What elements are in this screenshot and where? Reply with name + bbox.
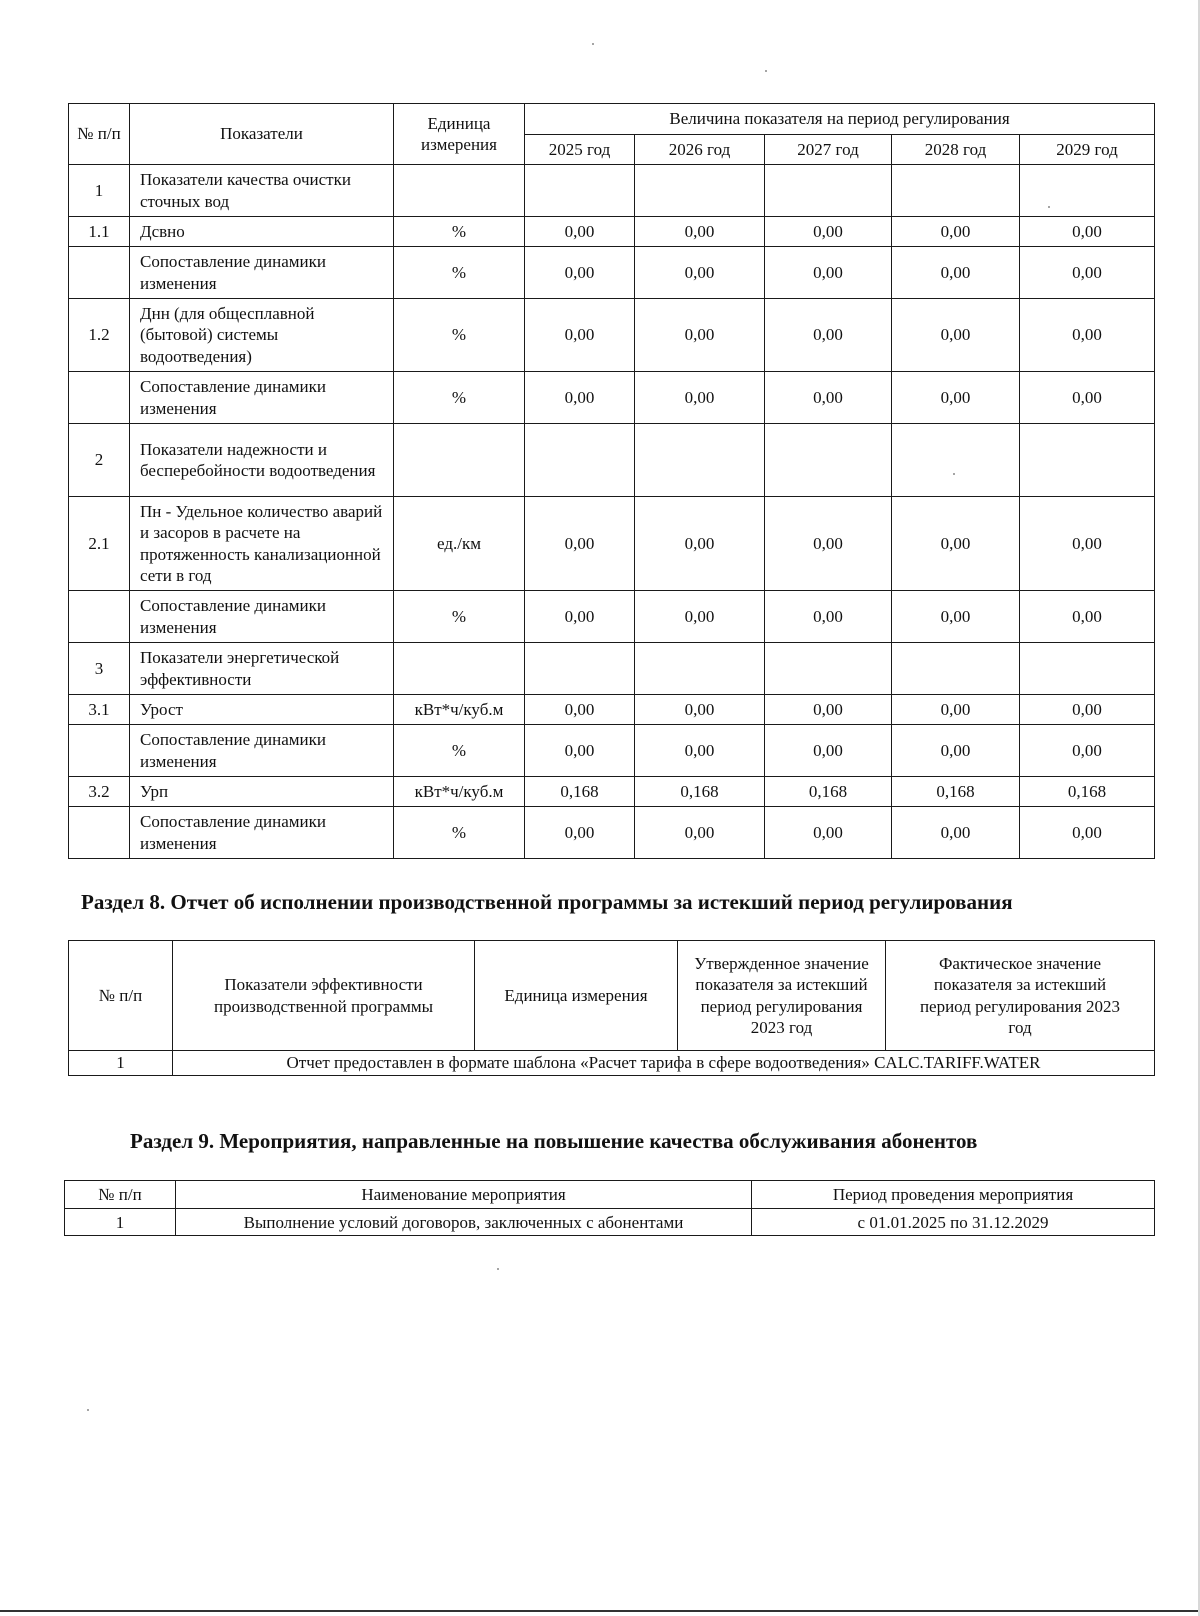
row-num: 1.2 — [69, 299, 130, 372]
row-value: 0,00 — [765, 725, 892, 777]
row-unit — [394, 165, 525, 217]
row-value: 0,00 — [635, 695, 765, 725]
table-row — [69, 497, 1155, 591]
row-indicator-name: Показатели энергетической эффективности — [130, 643, 394, 695]
s9-row-name: Выполнение условий договоров, заключенных с абонентами — [176, 1209, 752, 1236]
scan-speck — [592, 43, 594, 45]
s8-header-approved: Утвержденное значение показателя за истекший период регулирования 2023 год — [678, 941, 886, 1051]
row-indicator-name: Пн - Удельное количество аварий и засоров в расчете на протяженность канализационной сети в год — [130, 497, 394, 591]
row-indicator-name: Показатели надежности и бесперебойности водоотведения — [130, 424, 394, 497]
row-value: 0,00 — [1020, 247, 1155, 299]
row-value — [525, 643, 635, 695]
scan-speck — [1048, 206, 1050, 208]
row-value: 0,168 — [1020, 777, 1155, 807]
row-value — [892, 165, 1020, 217]
row-value: 0,00 — [765, 217, 892, 247]
s8-row-text: Отчет предоставлен в формате шаблона «Расчет тарифа в сфере водоотведения» CALC.TARIFF.WATER — [173, 1051, 1155, 1076]
row-value: 0,00 — [635, 247, 765, 299]
table-row — [69, 591, 1155, 643]
s9-header-name: Наименование мероприятия — [176, 1181, 752, 1209]
row-unit: % — [394, 217, 525, 247]
row-value: 0,00 — [1020, 497, 1155, 591]
row-num: 3.2 — [69, 777, 130, 807]
row-num — [69, 725, 130, 777]
row-value: 0,00 — [1020, 695, 1155, 725]
row-value: 0,168 — [525, 777, 635, 807]
header-year: 2025 год — [525, 135, 635, 165]
table-row — [65, 1209, 1155, 1236]
row-value: 0,00 — [1020, 591, 1155, 643]
row-value: 0,00 — [525, 695, 635, 725]
row-indicator-name: Урп — [130, 777, 394, 807]
row-value: 0,00 — [892, 247, 1020, 299]
row-value — [635, 643, 765, 695]
row-value — [892, 424, 1020, 497]
table-row — [69, 1051, 1155, 1076]
row-value: 0,00 — [892, 299, 1020, 372]
row-num — [69, 591, 130, 643]
row-value — [525, 424, 635, 497]
service-measures-table — [64, 1180, 1155, 1236]
row-unit: кВт*ч/куб.м — [394, 777, 525, 807]
row-value: 0,00 — [892, 591, 1020, 643]
row-num: 3.1 — [69, 695, 130, 725]
row-num — [69, 372, 130, 424]
row-num: 2 — [69, 424, 130, 497]
row-value: 0,00 — [892, 807, 1020, 859]
row-value: 0,00 — [892, 695, 1020, 725]
row-value: 0,00 — [525, 247, 635, 299]
row-num: 1.1 — [69, 217, 130, 247]
row-indicator-name: Сопоставление динамики изменения — [130, 372, 394, 424]
row-value: 0,00 — [635, 497, 765, 591]
row-value — [1020, 424, 1155, 497]
header-year: 2029 год — [1020, 135, 1155, 165]
table-row — [69, 807, 1155, 859]
row-value — [765, 643, 892, 695]
row-value — [1020, 165, 1155, 217]
header-num: № п/п — [69, 104, 130, 165]
row-value — [1020, 643, 1155, 695]
row-indicator-name: Сопоставление динамики изменения — [130, 807, 394, 859]
row-value: 0,00 — [892, 497, 1020, 591]
row-value: 0,00 — [765, 247, 892, 299]
row-unit — [394, 424, 525, 497]
program-report-table — [68, 940, 1155, 1076]
row-value — [635, 165, 765, 217]
row-unit: % — [394, 725, 525, 777]
row-num — [69, 247, 130, 299]
row-value — [765, 165, 892, 217]
row-value: 0,00 — [525, 807, 635, 859]
row-value: 0,00 — [765, 497, 892, 591]
s8-header-indicators: Показатели эффективности производственной программы — [173, 941, 475, 1051]
row-value: 0,00 — [525, 217, 635, 247]
scan-bottom-line — [0, 1610, 1200, 1612]
header-indicators: Показатели — [130, 104, 394, 165]
header-period-caption: Величина показателя на период регулирования — [525, 104, 1155, 135]
scan-speck — [765, 70, 767, 72]
row-value: 0,00 — [525, 725, 635, 777]
row-num: 1 — [69, 165, 130, 217]
scan-speck — [497, 1268, 499, 1270]
row-unit: % — [394, 299, 525, 372]
row-indicator-name: Показатели качества очистки сточных вод — [130, 165, 394, 217]
row-value: 0,168 — [635, 777, 765, 807]
row-value: 0,00 — [1020, 299, 1155, 372]
table-row — [69, 777, 1155, 807]
row-value: 0,00 — [892, 217, 1020, 247]
row-num: 3 — [69, 643, 130, 695]
header-unit: Единица измерения — [394, 104, 525, 165]
table-row — [69, 424, 1155, 497]
s8-header-actual: Фактическое значение показателя за истекший период регулирования 2023 год — [886, 941, 1155, 1051]
row-unit: ед./км — [394, 497, 525, 591]
row-value — [765, 424, 892, 497]
row-value: 0,00 — [635, 372, 765, 424]
table-row — [69, 247, 1155, 299]
row-value: 0,00 — [1020, 217, 1155, 247]
row-value: 0,00 — [892, 372, 1020, 424]
header-year: 2028 год — [892, 135, 1020, 165]
row-value: 0,00 — [635, 725, 765, 777]
row-num — [69, 807, 130, 859]
row-value: 0,00 — [1020, 725, 1155, 777]
row-value: 0,00 — [1020, 372, 1155, 424]
row-unit — [394, 643, 525, 695]
row-value: 0,00 — [635, 807, 765, 859]
row-num: 2.1 — [69, 497, 130, 591]
row-indicator-name: Днн (для общесплавной (бытовой) системы водоотведения) — [130, 299, 394, 372]
table-row — [69, 372, 1155, 424]
row-value: 0,00 — [525, 372, 635, 424]
s8-header-unit: Единица измерения — [475, 941, 678, 1051]
row-value: 0,00 — [765, 591, 892, 643]
s9-header-num: № п/п — [65, 1181, 176, 1209]
row-indicator-name: Сопоставление динамики изменения — [130, 725, 394, 777]
header-year: 2027 год — [765, 135, 892, 165]
s9-row-num: 1 — [65, 1209, 176, 1236]
section-8-title: Раздел 8. Отчет об исполнении производственной программы за истекший период регулирования — [81, 890, 1013, 914]
row-value: 0,168 — [765, 777, 892, 807]
row-value: 0,00 — [525, 299, 635, 372]
s8-header-num: № п/п — [69, 941, 173, 1051]
row-value: 0,00 — [765, 695, 892, 725]
scan-speck — [87, 1409, 89, 1411]
row-unit: кВт*ч/куб.м — [394, 695, 525, 725]
row-unit: % — [394, 591, 525, 643]
row-indicator-name: Сопоставление динамики изменения — [130, 591, 394, 643]
row-value — [635, 424, 765, 497]
section-9-title: Раздел 9. Мероприятия, направленные на повышение качества обслуживания абонентов — [130, 1129, 978, 1153]
scan-speck — [953, 473, 955, 475]
s9-header-period: Период проведения мероприятия — [752, 1181, 1155, 1209]
row-value: 0,00 — [525, 591, 635, 643]
row-value: 0,00 — [765, 807, 892, 859]
row-unit: % — [394, 247, 525, 299]
row-indicator-name: Дсвно — [130, 217, 394, 247]
row-value — [525, 165, 635, 217]
row-value — [892, 643, 1020, 695]
table-row — [69, 725, 1155, 777]
row-indicator-name: Сопоставление динамики изменения — [130, 247, 394, 299]
s9-row-period: с 01.01.2025 по 31.12.2029 — [752, 1209, 1155, 1236]
row-value: 0,00 — [892, 725, 1020, 777]
table-row — [69, 695, 1155, 725]
row-value: 0,00 — [635, 299, 765, 372]
table-row — [69, 643, 1155, 695]
row-indicator-name: Урост — [130, 695, 394, 725]
row-value: 0,00 — [635, 217, 765, 247]
row-unit: % — [394, 372, 525, 424]
table-row — [69, 299, 1155, 372]
table-row — [69, 217, 1155, 247]
indicators-table — [68, 103, 1155, 859]
row-value: 0,00 — [525, 497, 635, 591]
row-unit: % — [394, 807, 525, 859]
row-value: 0,168 — [892, 777, 1020, 807]
row-value: 0,00 — [765, 299, 892, 372]
header-year: 2026 год — [635, 135, 765, 165]
row-value: 0,00 — [635, 591, 765, 643]
table-row — [69, 165, 1155, 217]
row-value: 0,00 — [765, 372, 892, 424]
s8-row-num: 1 — [69, 1051, 173, 1076]
row-value: 0,00 — [1020, 807, 1155, 859]
